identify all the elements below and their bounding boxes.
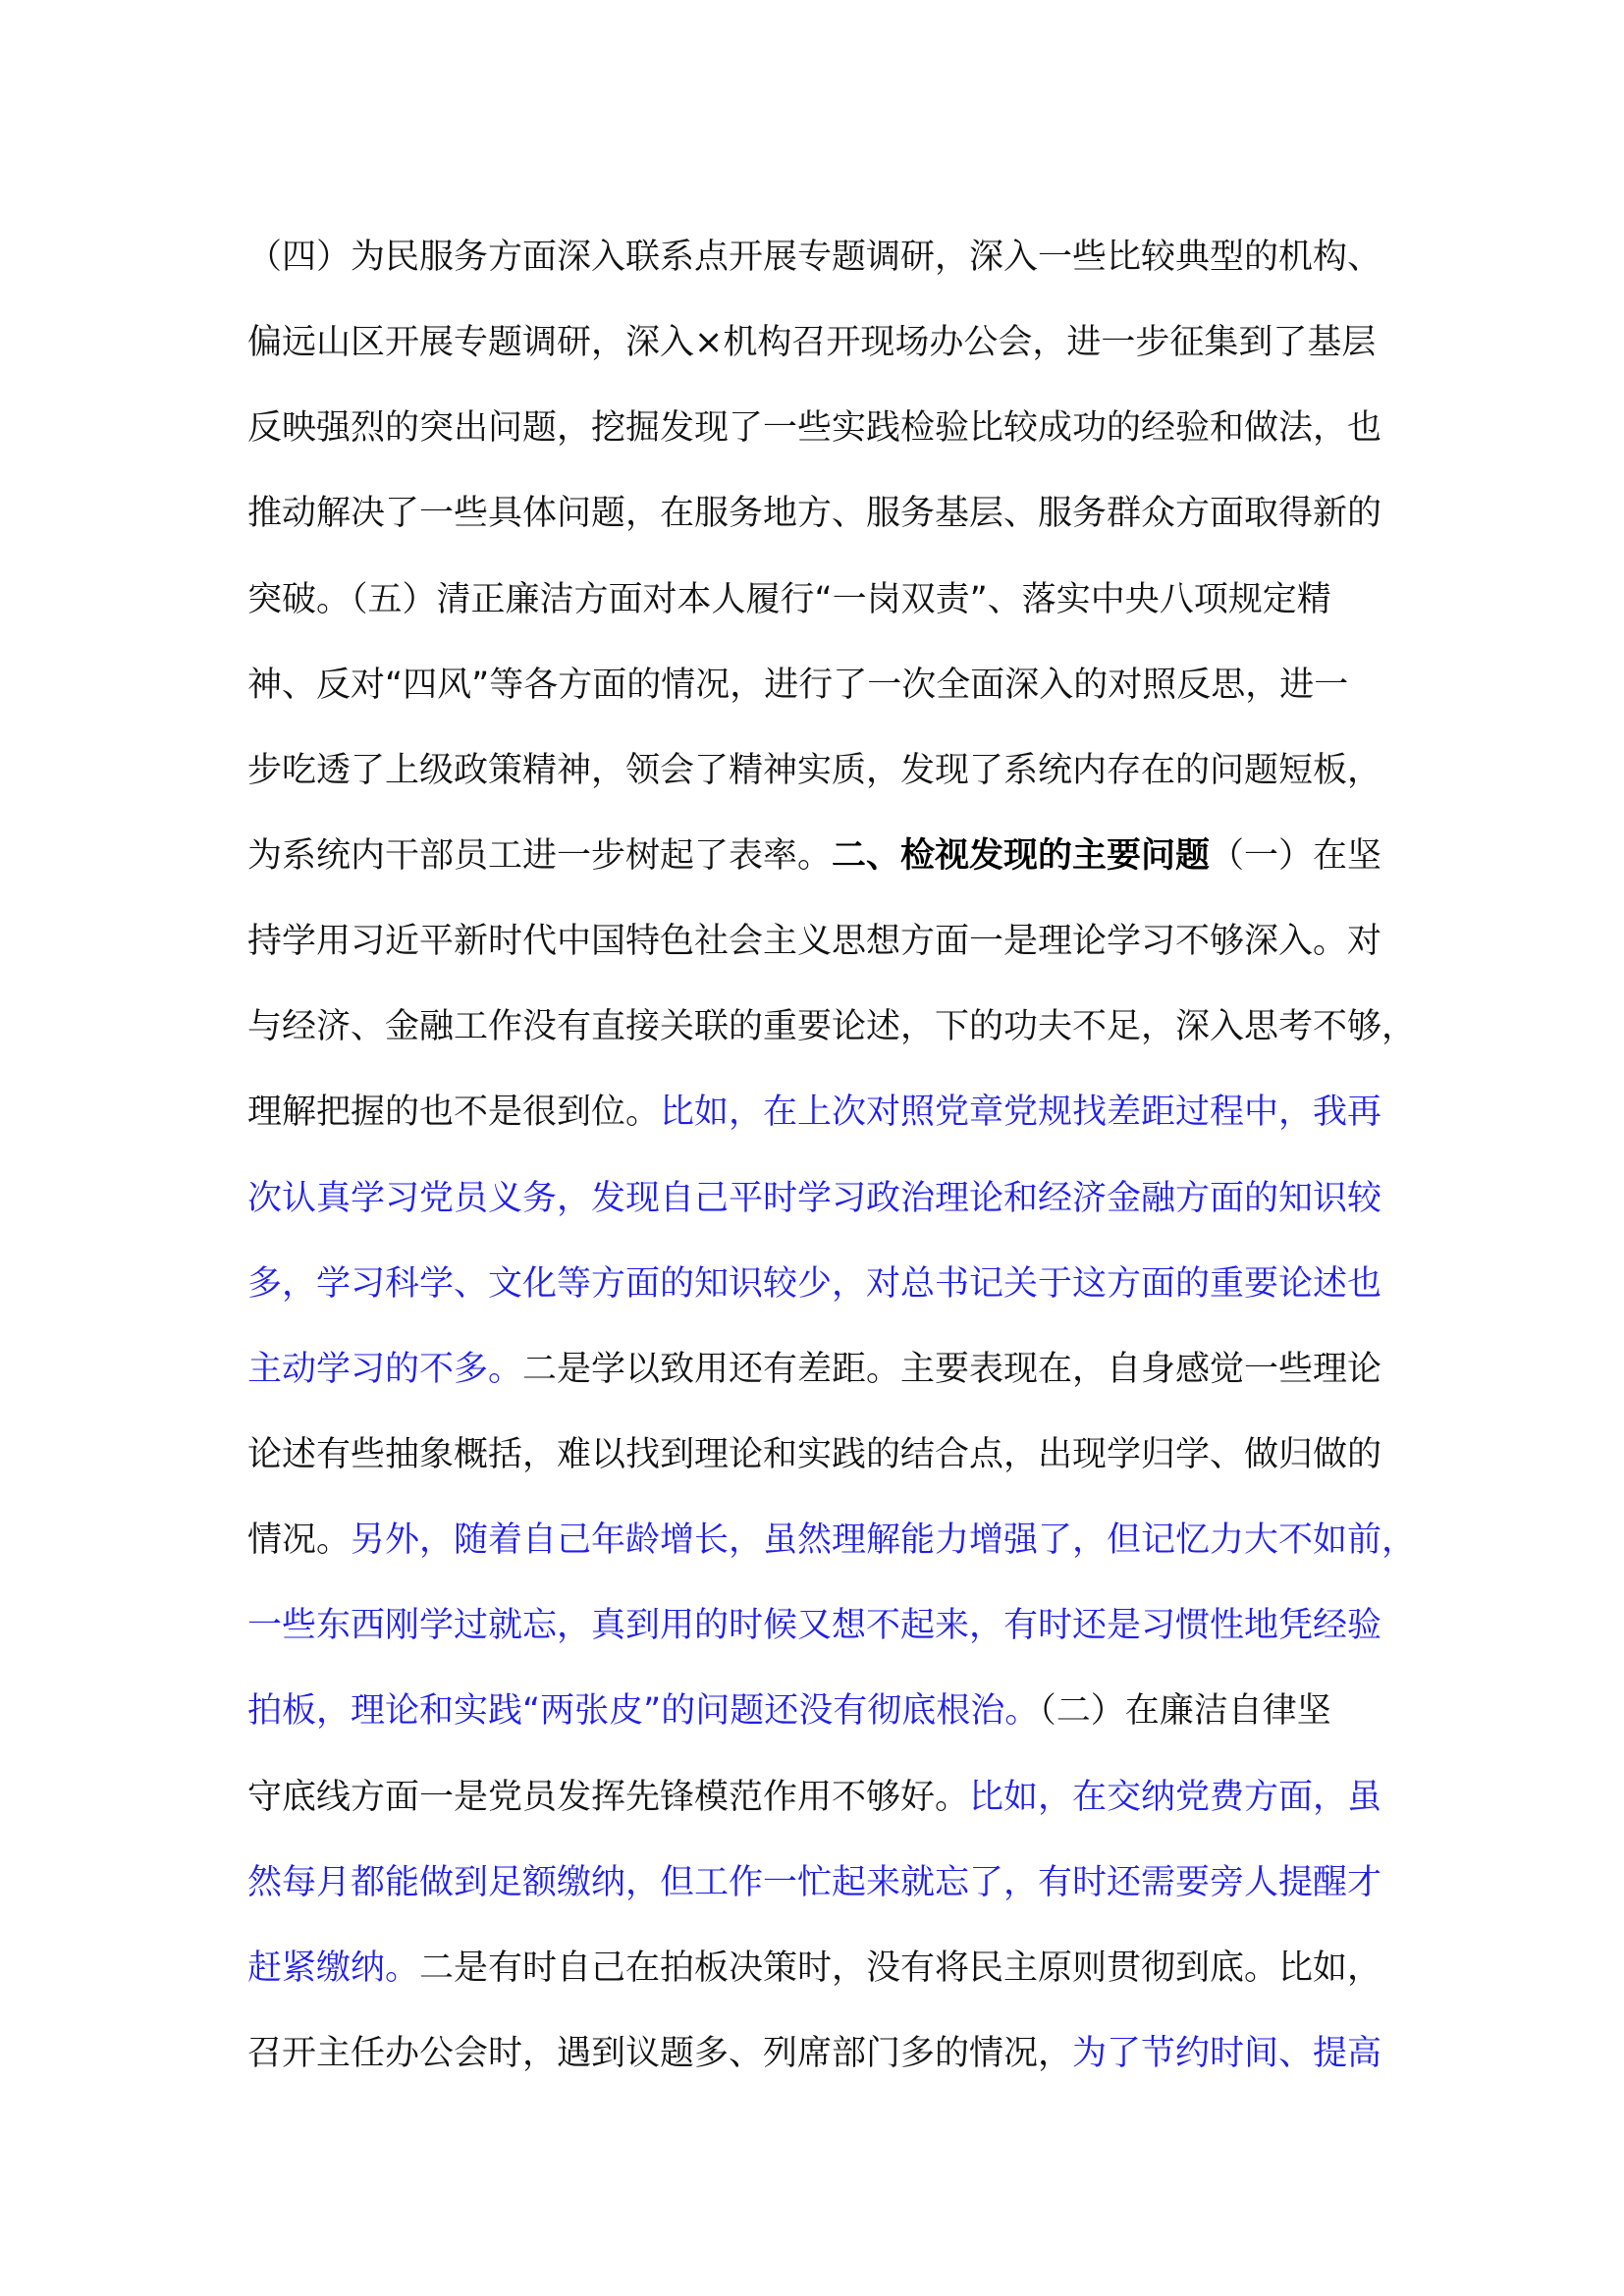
text-line — [247, 1242, 1396, 1327]
text-line — [247, 728, 1396, 814]
body-text: 偏远山区开展专题调研，深入×机构召开现场办公会，进一步征集到了基层 — [247, 323, 1377, 363]
text-line — [247, 985, 1417, 1070]
text-line — [247, 1498, 1417, 1583]
body-text: （一）在坚 — [1210, 835, 1382, 876]
document-body — [247, 215, 1417, 2097]
text-line — [247, 386, 1396, 471]
text-line — [247, 1413, 1396, 1498]
body-text: （二）在廉洁自律坚 — [1039, 1691, 1331, 1732]
highlighted-text: 拍板，理论和实践“两张皮”的问题还没有彻底根治。 — [247, 1691, 1040, 1732]
text-line — [247, 300, 1396, 386]
text-line — [247, 1841, 1396, 1926]
body-text: 神、反对“四风”等各方面的情况，进行了一次全面深入的对照反思，进一 — [247, 665, 1349, 705]
body-text: 情况。 — [247, 1521, 352, 1561]
text-line — [247, 1583, 1396, 1669]
text-line — [247, 471, 1396, 557]
highlighted-text: 赶紧缴纳。 — [247, 1948, 420, 1988]
text-line — [247, 814, 1396, 899]
text-line — [247, 215, 1396, 300]
body-text: 论述有些抽象概括，难以找到理论和实践的结合点，出现学归学、做归做的 — [247, 1434, 1382, 1474]
text-line — [247, 643, 1396, 728]
body-text: 理解把握的也不是很到位。 — [247, 1093, 661, 1133]
text-line — [247, 1156, 1396, 1242]
text-line — [247, 1755, 1396, 1841]
body-text: 持学用习近平新时代中国特色社会主义思想方面一是理论学习不够深入。对 — [247, 922, 1382, 962]
highlighted-text: 主动学习的不多。 — [247, 1349, 523, 1389]
body-text: 为系统内干部员工进一步树起了表率。 — [247, 835, 833, 876]
text-line — [247, 2011, 1396, 2097]
body-text: 召开主任办公会时，遇到议题多、列席部门多的情况， — [247, 2033, 1073, 2073]
body-text: 二是有时自己在拍板决策时，没有将民主原则贯彻到底。比如， — [419, 1948, 1382, 1988]
body-text: （四）为民服务方面深入联系点开展专题调研，深入一些比较典型的机构、 — [247, 238, 1382, 277]
highlighted-text: 另外，随着自己年龄增长，虽然理解能力增强了，但记忆力大不如前， — [351, 1521, 1417, 1561]
text-line — [247, 1926, 1396, 2011]
highlighted-text: 然每月都能做到足额缴纳，但工作一忙起来就忘了，有时还需要旁人提醒才 — [247, 1862, 1382, 1902]
text-line — [247, 1070, 1396, 1155]
body-text: 推动解决了一些具体问题，在服务地方、服务基层、服务群众方面取得新的 — [247, 494, 1382, 534]
section-heading: 二、检视发现的主要问题 — [832, 835, 1211, 876]
highlighted-text: 多，学习科学、文化等方面的知识较少，对总书记关于这方面的重要论述也 — [247, 1263, 1382, 1304]
highlighted-text: 比如，在交纳党费方面，虽 — [969, 1777, 1382, 1817]
body-text: 二是学以致用还有差距。主要表现在，自身感觉一些理论 — [522, 1349, 1382, 1389]
highlighted-text: 次认真学习党员义务，发现自己平时学习政治理论和经济金融方面的知识较 — [247, 1178, 1382, 1218]
text-line — [247, 1669, 1396, 1754]
body-text: 守底线方面一是党员发挥先锋模范作用不够好。 — [247, 1777, 970, 1817]
body-text: 突破。（五）清正廉洁方面对本人履行“一岗双责”、落实中央八项规定精 — [247, 579, 1331, 619]
highlighted-text: 一些东西刚学过就忘，真到用的时候又想不起来，有时还是习惯性地凭经验 — [247, 1606, 1382, 1646]
highlighted-text: 比如，在上次对照党章党规找差距过程中，我再 — [660, 1093, 1382, 1133]
body-text: 步吃透了上级政策精神，领会了精神实质，发现了系统内存在的问题短板， — [247, 750, 1382, 790]
text-line — [247, 899, 1396, 985]
body-text: 反映强烈的突出问题，挖掘发现了一些实践检验比较成功的经验和做法，也 — [247, 408, 1382, 449]
text-line — [247, 558, 1396, 643]
highlighted-text: 为了节约时间、提高 — [1072, 2033, 1382, 2073]
text-line — [247, 1327, 1396, 1413]
body-text: 与经济、金融工作没有直接关联的重要论述，下的功夫不足，深入思考不够， — [247, 1007, 1417, 1047]
